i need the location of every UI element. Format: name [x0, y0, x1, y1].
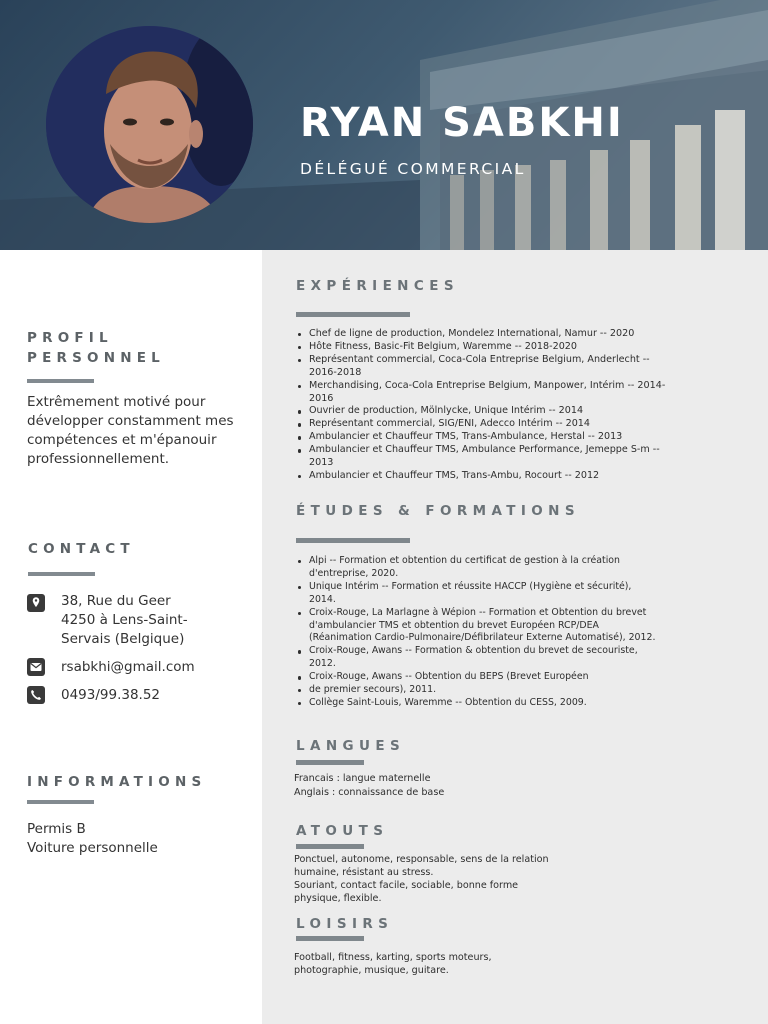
address-line2: 4250 à Lens-Saint-: [61, 612, 188, 628]
address-line3: Servais (Belgique): [61, 631, 185, 647]
atouts-line2: humaine, résistant au stress.: [294, 867, 434, 878]
experiences-list: [295, 328, 675, 483]
experience-item: Ambulancier et Chauffeur TMS, Ambulance Performance, Jemeppe S-m -- 2013: [295, 444, 675, 470]
loisirs-line2: photographie, musique, guitare.: [294, 965, 449, 976]
loisirs-title: LOISIRS: [296, 916, 394, 932]
phone-number[interactable]: 0493/99.38.52: [61, 687, 161, 703]
loisirs-divider: [296, 936, 364, 941]
experience-item: Représentant commercial, SIG/ENI, Adecco Intérim -- 2014: [295, 418, 675, 431]
experience-item: Hôte Fitness, Basic-Fit Belgium, Waremme -- 2018-2020: [295, 341, 675, 354]
atouts-line3: Souriant, contact facile, sociable, bonne forme: [294, 880, 519, 891]
informations-line2: Voiture personnelle: [27, 840, 158, 856]
contact-divider: [28, 572, 95, 576]
email-link[interactable]: rsabkhi@gmail.com: [61, 659, 195, 675]
experiences-divider: [296, 312, 410, 317]
langues-title: LANGUES: [296, 738, 406, 754]
loisirs-line1: Football, fitness, karting, sports moteurs,: [294, 952, 492, 963]
mail-icon: [27, 658, 45, 676]
atouts-line4: physique, flexible.: [294, 893, 382, 904]
portrait-image: [46, 26, 253, 223]
experience-item: Merchandising, Coca-Cola Entreprise Belgium, Manpower, Intérim -- 2014-2016: [295, 380, 675, 406]
etude-item: Alpi -- Formation et obtention du certificat de gestion à la création d'entreprise, 2020.: [295, 555, 659, 581]
langues-divider: [296, 760, 364, 765]
experience-item: Ouvrier de production, Mölnlycke, Unique Intérim -- 2014: [295, 405, 675, 418]
atouts-title: ATOUTS: [296, 823, 389, 839]
experiences-title: EXPÉRIENCES: [296, 278, 459, 294]
langues-line1: Francais : langue maternelle: [294, 773, 431, 784]
right-main-column: [262, 250, 768, 1024]
left-sidebar: [0, 250, 262, 1024]
job-title: DÉLÉGUÉ COMMERCIAL: [300, 160, 526, 178]
location-icon: [27, 594, 45, 612]
informations-title: INFORMATIONS: [27, 774, 207, 790]
profil-divider: [27, 379, 94, 383]
etude-item: Croix-Rouge, Awans -- Formation & obtention du brevet de secouriste, 2012.: [295, 645, 659, 671]
experience-item: Chef de ligne de production, Mondelez International, Namur -- 2020: [295, 328, 675, 341]
etude-item: de premier secours), 2011.: [295, 684, 659, 697]
informations-divider: [27, 800, 94, 804]
candidate-name: RYAN SABKHI: [300, 100, 624, 146]
contact-title: CONTACT: [28, 541, 135, 557]
profile-photo: [46, 26, 253, 223]
header-banner: [0, 0, 768, 250]
profil-title-line1: PROFIL: [27, 330, 113, 346]
etude-item: Unique Intérim -- Formation et réussite HACCP (Hygiène et sécurité), 2014.: [295, 581, 659, 607]
atouts-divider: [296, 844, 364, 849]
experience-item: Représentant commercial, Coca-Cola Entreprise Belgium, Anderlecht -- 2016-2018: [295, 354, 675, 380]
address-line1: 38, Rue du Geer: [61, 593, 171, 609]
profil-title-line2: PERSONNEL: [27, 350, 165, 366]
informations-line1: Permis B: [27, 821, 86, 837]
etudes-divider: [296, 538, 410, 543]
etudes-title: ÉTUDES & FORMATIONS: [296, 503, 580, 519]
atouts-line1: Ponctuel, autonome, responsable, sens de la relation: [294, 854, 549, 865]
experience-item: Ambulancier et Chauffeur TMS, Trans-Ambulance, Herstal -- 2013: [295, 431, 675, 444]
etudes-list: [295, 555, 659, 710]
profil-text: Extrêmement motivé pour développer constamment mes compétences et m'épanouir professionnellement.: [27, 394, 234, 467]
phone-icon: [27, 686, 45, 704]
etude-item: Croix-Rouge, La Marlagne à Wépion -- Formation et Obtention du brevet d'ambulancier TMS et obtention du brevet Européen RCP/DEA (Réanimation Cardio-Pulmonaire/Défibrilateur Externe Automatisé), 2012.: [295, 607, 659, 646]
etude-item: Collège Saint-Louis, Waremme -- Obtention du CESS, 2009.: [295, 697, 659, 710]
etude-item: Croix-Rouge, Awans -- Obtention du BEPS (Brevet Européen: [295, 671, 659, 684]
experience-item: Ambulancier et Chauffeur TMS, Trans-Ambu, Rocourt -- 2012: [295, 470, 675, 483]
langues-line2: Anglais : connaissance de base: [294, 787, 445, 798]
